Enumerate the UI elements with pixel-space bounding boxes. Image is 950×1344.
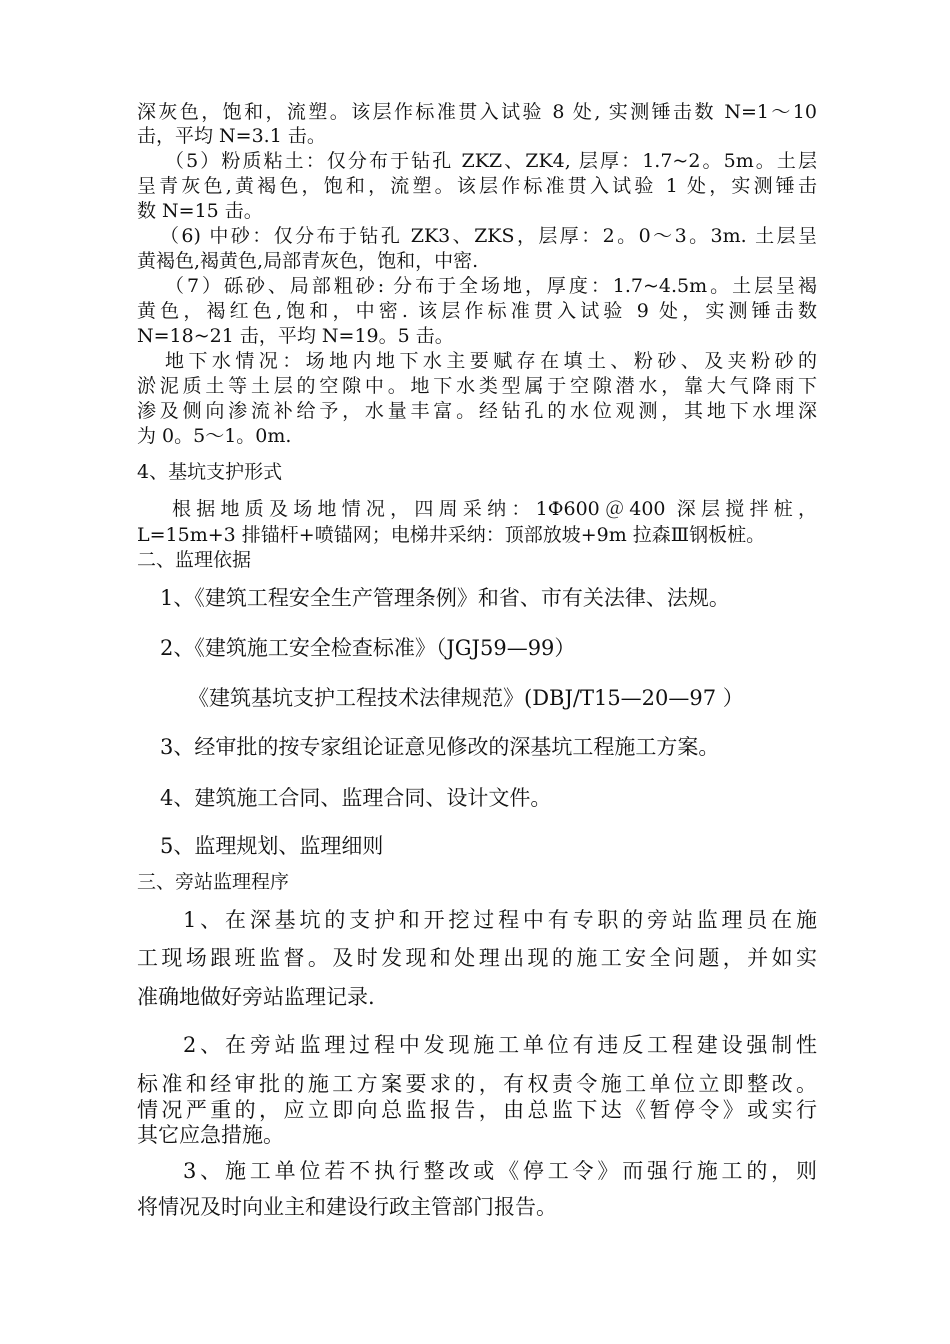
layer6-line: 黄褐色,褐黄色,局部青灰色，饱和，中密. bbox=[137, 250, 479, 272]
procedure-2-line: 2、在旁站监理过程中发现施工单位有违反工程建设强制性 bbox=[183, 1033, 817, 1057]
basis-item: 2、《建筑施工安全检查标准》（JGJ59—99） bbox=[160, 636, 576, 660]
procedure-1-line: 准确地做好旁站监理记录. bbox=[137, 985, 375, 1009]
layer6-line: （6) 中砂：仅分布于钻孔 ZK3、ZKS，层厚：2。0～3。3m. 土层呈 bbox=[160, 225, 817, 247]
section4-heading: 4、基坑支护形式 bbox=[137, 461, 283, 483]
procedure-3-line: 3、施工单位若不执行整改或《停工令》而强行施工的，则 bbox=[183, 1159, 817, 1183]
layer7-line: N=18~21 击，平均 N=19。5 击。 bbox=[137, 325, 454, 347]
section3-heading: 三、旁站监理程序 bbox=[137, 871, 290, 893]
procedure-1-line: 工现场跟班监督。及时发现和处理出现的施工安全问题，并如实 bbox=[137, 946, 817, 970]
basis-item: 4、建筑施工合同、监理合同、设计文件。 bbox=[160, 786, 552, 810]
groundwater-line: 淤泥质土等土层的空隙中。地下水类型属于空隙潜水，靠大气降雨下 bbox=[137, 375, 817, 397]
procedure-3-line: 将情况及时向业主和建设行政主管部门报告。 bbox=[137, 1195, 557, 1219]
soil-intro-line: 深灰色，饱和，流塑。该层作标准贯入试验 8 处, 实测锤击数 N=1～10 bbox=[137, 101, 817, 123]
layer7-line: （7）砾砂、局部粗砂: 分布于全场地，厚度：1.7~4.5m。土层呈褐 bbox=[165, 275, 817, 297]
soil-intro-line: 击，平均 N=3.1 击。 bbox=[137, 125, 326, 147]
basis-item: 1、《建筑工程安全生产管理条例》和省、市有关法律、法规。 bbox=[160, 586, 730, 610]
layer7-line: 黄色，褐红色,饱和，中密. 该层作标准贯入试验 9 处，实测锤击数 bbox=[137, 300, 817, 322]
support-line: L=15m+3 排锚杆+喷锚网；电梯井采纳：顶部放坡+9m 拉森Ⅲ钢板桩。 bbox=[137, 524, 766, 546]
groundwater-line: 为 0。5～1。0m. bbox=[137, 425, 292, 447]
layer5-line: 数 N=15 击。 bbox=[137, 200, 263, 222]
procedure-1-line: 1、在深基坑的支护和开挖过程中有专职的旁站监理员在施 bbox=[183, 908, 817, 932]
layer5-line: 呈青灰色,黄褐色，饱和，流塑。该层作标准贯入试验 1 处，实测锤击 bbox=[137, 175, 817, 197]
groundwater-line: 地下水情况：场地内地下水主要赋存在填土、粉砂、及夹粉砂的 bbox=[165, 350, 817, 372]
layer5-line: （5）粉质粘土：仅分布于钻孔 ZKZ、ZK4, 层厚：1.7~2。5m。土层 bbox=[165, 150, 817, 172]
basis-item: 《建筑基坑支护工程技术法律规范》(DBJ/T15—20—97 ） bbox=[188, 686, 744, 710]
support-line: 根据地质及场地情况，四周采纳：1Ф600＠400 深层搅拌桩， bbox=[172, 498, 817, 520]
procedure-2-line: 其它应急措施。 bbox=[137, 1123, 284, 1147]
procedure-2-line: 情况严重的，应立即向总监报告，由总监下达《暂停令》或实行 bbox=[137, 1098, 817, 1122]
procedure-2-line: 标准和经审批的施工方案要求的，有权责令施工单位立即整改。 bbox=[137, 1072, 817, 1096]
basis-item: 3、经审批的按专家组论证意见修改的深基坑工程施工方案。 bbox=[160, 735, 720, 759]
groundwater-line: 渗及侧向渗流补给予，水量丰富。经钻孔的水位观测，其地下水埋深 bbox=[137, 400, 817, 422]
basis-item: 5、监理规划、监理细则 bbox=[160, 834, 384, 858]
section2-heading: 二、监理依据 bbox=[137, 549, 252, 571]
